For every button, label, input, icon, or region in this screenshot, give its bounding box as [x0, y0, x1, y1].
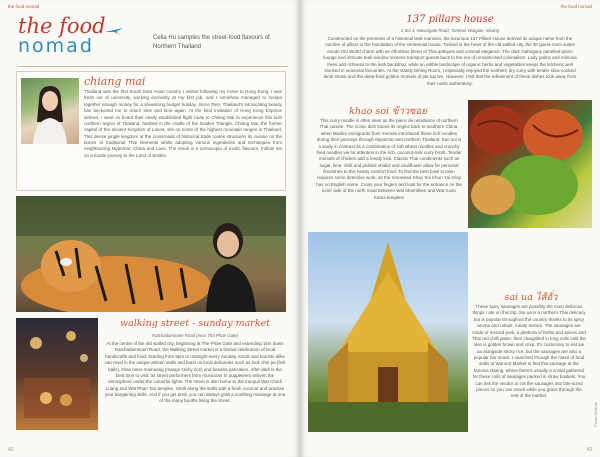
sai-ua-body: These spicy sausages are possibly the most delicious things I ate on this trip. Sai ua is a northern Thai delicacy but is popular throughout the country thanks to its spicy aroma and robust, meaty texture. The sausages are made of minced pork, a plethora of herbs and spices and Thai red chilli paste, then chargrilled in long coils until the skin is golden brown and crisp. It's customary to eat sai ua alongside sticky rice, but the sausages are also a popular bar snack. I searched through the maze of food stalls at Warorot Market to find this sausage at the famous Daeng, where there's usually a crowd gathered for these coils of sausages packed in straw baskets. You can ask the vendor to cut the sausages into bite-sized pieces so you can snack while you graze through the rest of the market.: [472, 304, 586, 399]
pillars-house-address: 2 Soi 1, Nawatgate Road, Tambon Watgate, Muang: [400, 28, 500, 33]
logo-line-1: the food: [18, 14, 106, 38]
right-page: [300, 0, 600, 457]
article-dek: Celia Hu samples the street-food flavours of Northern Thailand: [153, 35, 270, 50]
khao-soi-body: This curry noodle is often seen as the piece de resistance of northern Thai cuisine. The iconic dish traces its origins back to southern China, when Muslim immigrants from Yunnan introduced these rich noodles during their journeys through Myanmar and northern Thailand. Kao soi is a study in contrast as a combination of soft wheat noodles and crunchy fried noodles vie for attention in the rich, coconut-milk curry broth. Tender morsels of chicken add a meaty kick. Classic Thai condiments such as sugar, lime, chilli and pickled shallot and cauliflower allow for personal flourishes to this hearty comfort food. To find the best bowl in town requires some detective work, as the renowned Khao Soi Khun Yai shop has no English name. Cross your fingers and look for the entrance on the inner side of the north moat between Wat Muenthien and Wat Kuan Kama temples!: [316, 118, 462, 200]
chiang-mai-heading: chiang mai: [84, 75, 146, 88]
page-number-right: 43: [586, 447, 592, 453]
sausage-market-photo: [468, 100, 592, 228]
masthead-divider: [18, 66, 288, 67]
photo-credit: Photo: Celia Hu: [594, 402, 598, 427]
walking-street-subheading: Ratchadamnoen Road (near Tha Phae Gate): [152, 333, 238, 338]
pillars-house-heading: 137 pillars house: [406, 14, 494, 25]
chiang-mai-section: [16, 71, 286, 191]
tiger-photo: [16, 196, 286, 312]
masthead-logo: [18, 16, 106, 56]
sai-ua-heading: sai ua ไส้อั่ว: [504, 292, 558, 303]
golden-temple-photo: [308, 232, 468, 432]
running-head-left: the food nomad: [8, 4, 40, 9]
running-head-right: the food nomad: [560, 4, 592, 9]
pillars-house-body: Constructed on the premises of a historical teak mansion, the luxurious 137 Pillars House derived its unique name from the number of pillars in the foundation of the centennial house. Tucked in the heart of the old walled city, the 30 guest-room suites exude Old World charm with an effortless blend of Thai antiques and colonial elegance. The dark mahogany panelled piano lounge and intricate teak window screens transport guests back to the era of romanticised colonialism. Lady palms and mimosa trees add richness to the lush backdrop, while an edible landscape of organic herbs and vegetables keeps the kitchens well stocked in seasonal favourites. At the stately Dining Room, I especially enjoyed the northern dry curry with tender slow-cooked lamb shank and the deep-fried golden morsels of pla tup tim. However, I felt that the refinement of these dishes took away from their rustic authenticity.: [323, 36, 577, 86]
night-market-photo: [16, 318, 98, 430]
author-portrait-photo: [21, 78, 79, 144]
khao-soi-heading: khao soi ข้าวซอย: [349, 106, 427, 117]
chiang-mai-body: Thailand was the first South East Asian country I visited following my move to Hong Kong. I was fresh out of university, working earnestly at my first job, and I somehow managed to scrape together enough money for a shoestring budget holiday. Since then, Thailand's intoxicating beauty has beckoned me to return time and time again. At the kind invitation of Hong Kong Express airlines, I went on board their newly established flight route to Chiang Mai to experience this lush northern region of Thailand. Nestled in the cradle of the Golden Triangle, Chiang Mai, the former capital of the ancient Kingdom of Lanna, sits on some of the highest mountain ranges in Thailand. This dense jungle kingdom at the crossroads of historical trade routes structures its cuisine on the bones of traditional Thai elements whilst adopting various ingredients and techniques from neighbouring Myanmar, China and Laos. The result is a cornucopia of exotic flavours. Follow me on a foodie journey to the Land of Smiles.: [84, 89, 282, 158]
page-number-left: 42: [8, 447, 14, 453]
walking-street-body: At the centre of the old walled city, beginning at The Phae Gate and extending 1km down Ratchadamnoen Road, the Walking Street market is a festive celebration of local handicrafts and food. Starting from 5pm to midnight every Sunday, locals and tourists alike can revel in the unique artisan stalls and feast on local delicacies such as look chin pa (fish balls), khao neeo mamuang (mango sticky rice) and banana pancakes. After dark is the best time to visit, as street performers from musicians to puppeteers enliven the atmosphere under the colourful lights. The street is also home to the tranquil Wat Chedi Luang and Wat Phan Tao temples. Stroll along the stalls with a fresh coconut and practise your bargaining skills. And if you get tired, you can always grab a soothing massage at one of the many booths lining the street.: [104, 341, 286, 404]
logo-line-2: nomad: [18, 35, 94, 57]
walking-street-heading: walking street - sunday market: [119, 318, 271, 329]
airplane-bird-icon: [104, 26, 124, 36]
